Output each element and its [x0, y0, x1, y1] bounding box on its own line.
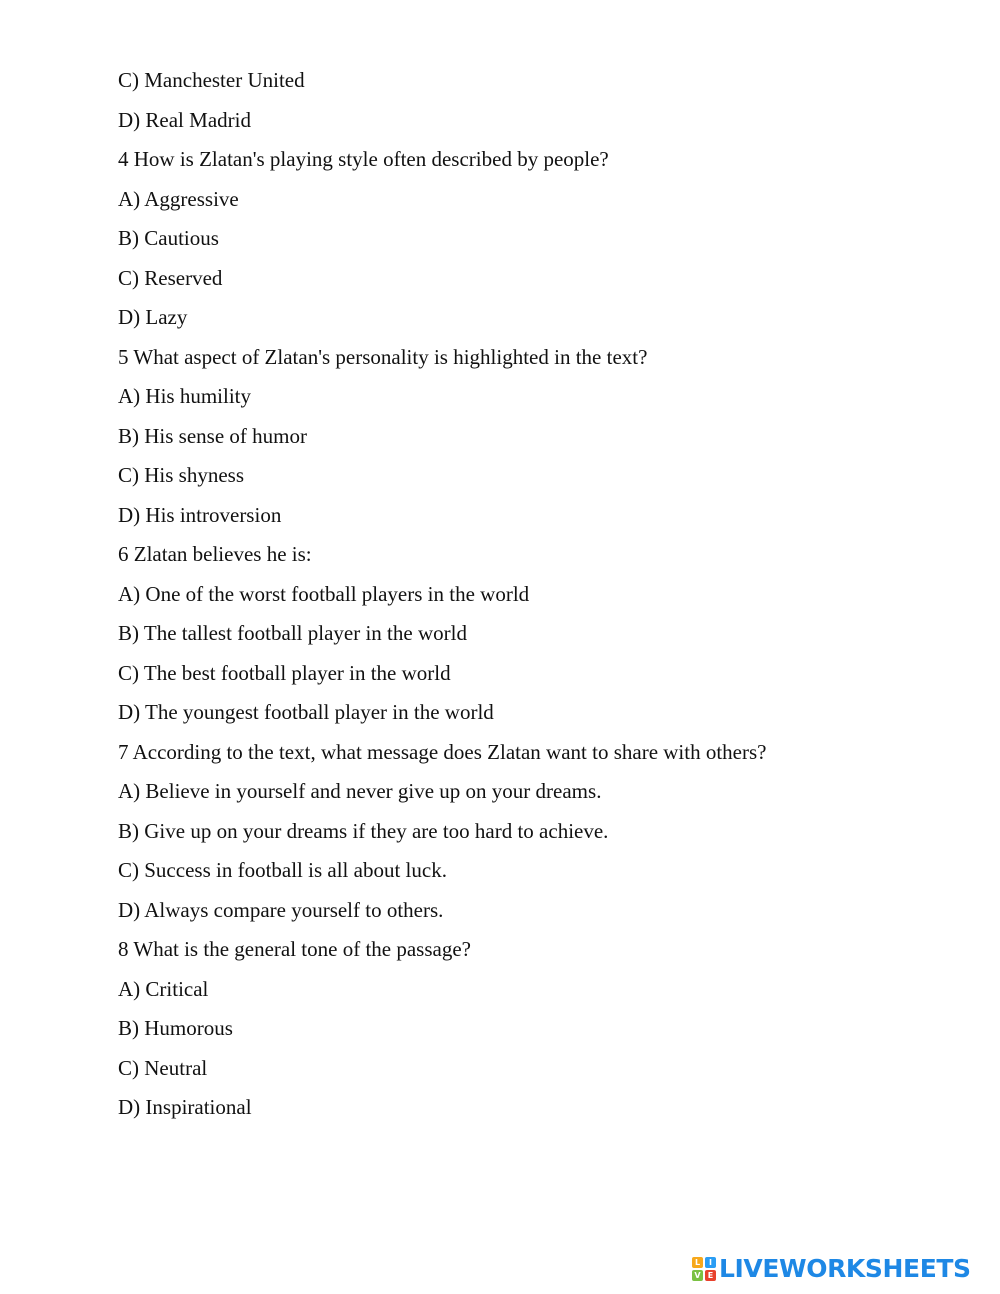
answer-option: B) His sense of humor	[118, 423, 307, 448]
answer-option: B) Give up on your dreams if they are too hard to achieve.	[118, 818, 609, 843]
answer-option: B) The tallest football player in the world	[118, 621, 467, 645]
answer-option: D) Real Madrid	[118, 107, 251, 132]
brand-name: LIVEWORKSHEETS	[719, 1254, 971, 1283]
logo-tile: V	[692, 1270, 703, 1281]
answer-option: C) His shyness	[118, 463, 245, 487]
answer-option: A) One of the worst football players in the world	[118, 581, 530, 606]
answer-option: A) His humility	[118, 384, 252, 408]
answer-option: B) Cautious	[118, 226, 219, 250]
logo-tile: E	[705, 1270, 716, 1281]
liveworksheets-logo	[692, 1254, 971, 1284]
logo-icon	[692, 1257, 716, 1281]
logo-tile: I	[705, 1257, 716, 1268]
logo-tile: L	[692, 1257, 703, 1268]
answer-option: A) Aggressive	[118, 186, 239, 211]
answer-option: A) Critical	[118, 976, 209, 1001]
answer-option: D) His introversion	[118, 502, 282, 527]
question-text: 5 What aspect of Zlatan's personality is highlighted in the text?	[118, 344, 648, 369]
answer-option: B) Humorous	[118, 1016, 233, 1040]
answer-option: D) Lazy	[118, 305, 188, 329]
question-text: 8 What is the general tone of the passage?	[118, 937, 471, 961]
question-text: 6 Zlatan believes he is:	[118, 542, 312, 566]
answer-option: D) Always compare yourself to others.	[118, 897, 444, 922]
answer-option: C) Neutral	[118, 1055, 208, 1080]
answer-option: D) The youngest football player in the world	[118, 700, 494, 724]
question-text: 4 How is Zlatan's playing style often described by people?	[118, 147, 609, 171]
answer-option: C) Success in football is all about luck.	[118, 858, 447, 882]
answer-option: C) The best football player in the world	[118, 660, 451, 685]
answer-option: C) Reserved	[118, 265, 223, 290]
question-text: 7 According to the text, what message does Zlatan want to share with others?	[118, 739, 767, 764]
question-list	[118, 66, 978, 1133]
answer-option: C) Manchester United	[118, 68, 305, 92]
answer-option: D) Inspirational	[118, 1095, 252, 1119]
answer-option: A) Believe in yourself and never give up on your dreams.	[118, 779, 602, 803]
